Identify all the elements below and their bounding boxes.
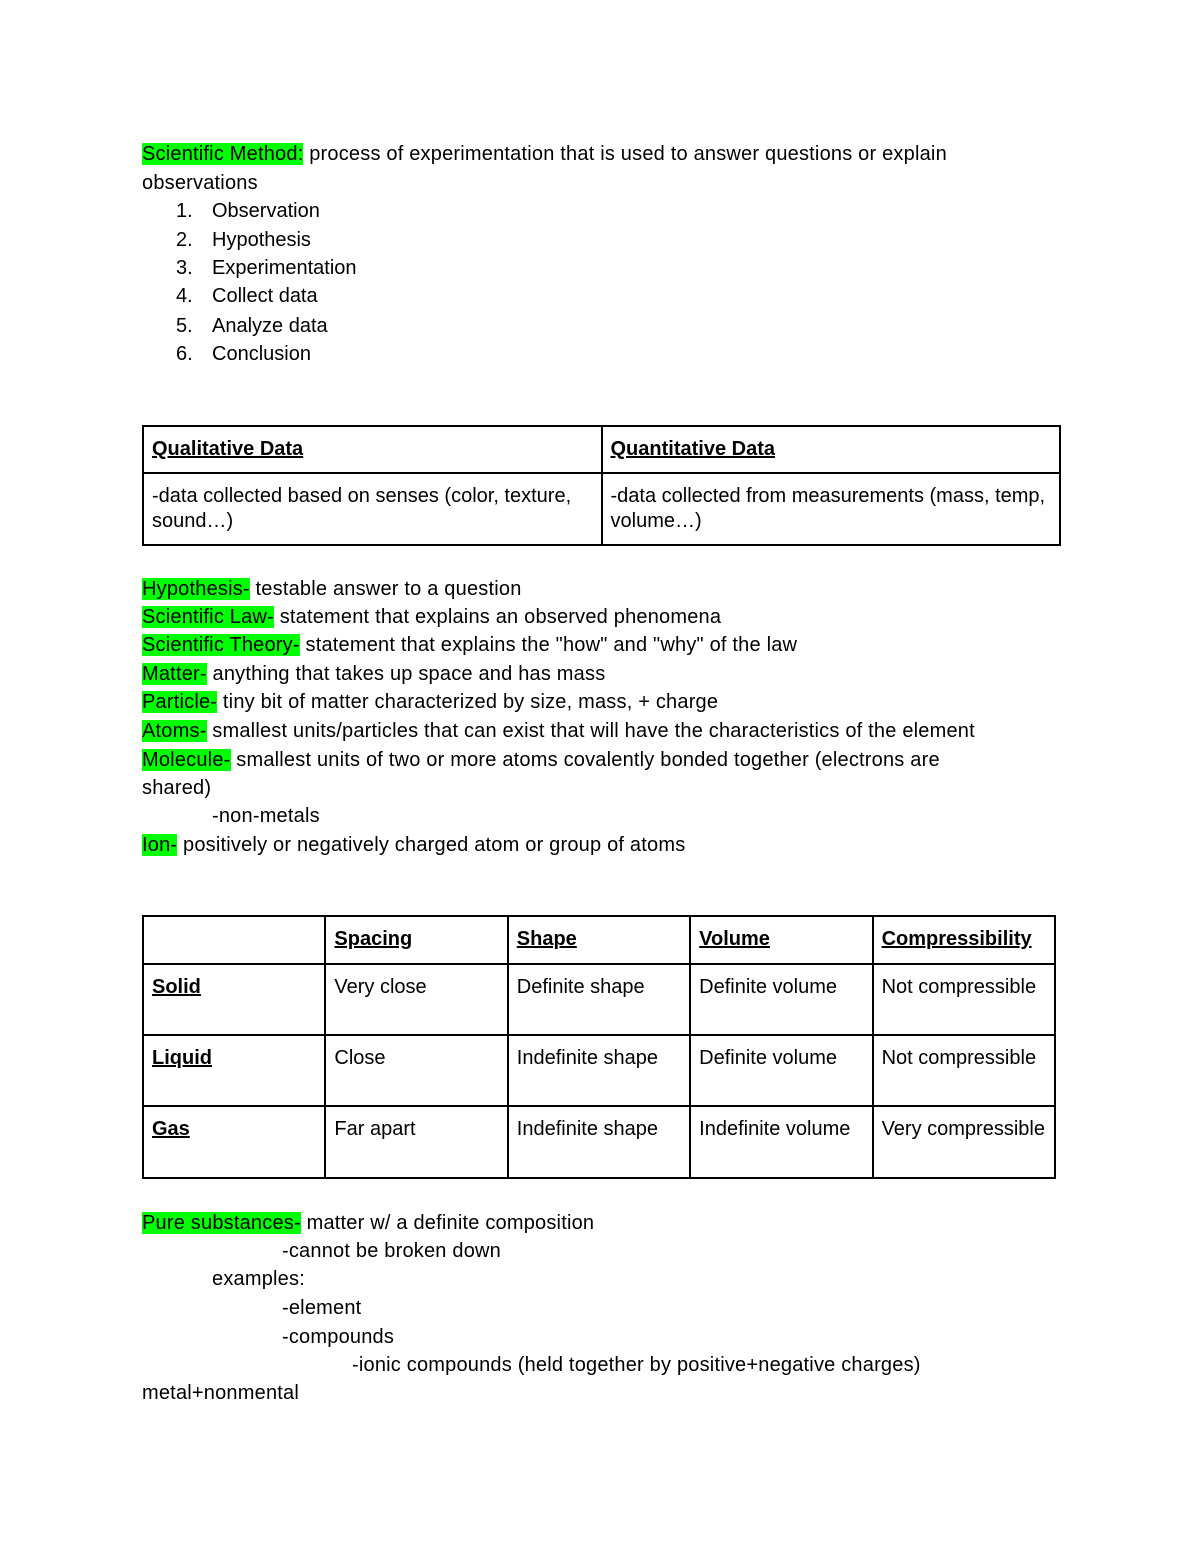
table-header-cell: Quantitative Data	[602, 426, 1061, 473]
list-item	[176, 255, 357, 281]
term-highlight: Particle-	[142, 691, 218, 713]
table-cell: Indefinite volume	[690, 1106, 872, 1178]
list-number: 4.	[176, 285, 193, 307]
table-cell: Indefinite shape	[508, 1106, 690, 1178]
definition-line	[142, 747, 940, 773]
list-label: Conclusion	[212, 343, 311, 365]
states-of-matter-table	[142, 915, 1056, 1179]
table-row	[143, 964, 1055, 1035]
list-item	[176, 198, 320, 224]
list-item	[176, 313, 328, 339]
table-cell: Not compressible	[873, 964, 1055, 1035]
definition-continuation: observations	[142, 172, 258, 194]
table-header-cell: Compressibility	[873, 916, 1055, 964]
table-row	[143, 1035, 1055, 1106]
table-row	[143, 473, 1060, 545]
list-label: Hypothesis	[212, 229, 311, 251]
table-cell: Very close	[325, 964, 507, 1035]
table-header-cell: Volume	[690, 916, 872, 964]
table-header-cell: Qualitative Data	[143, 426, 602, 473]
list-number: 1.	[176, 200, 193, 222]
definition-subnote: -non-metals	[212, 805, 320, 827]
list-item	[176, 341, 311, 367]
definition-line	[142, 718, 975, 744]
definition-line	[142, 1210, 594, 1236]
term-highlight: Scientific Theory-	[142, 634, 300, 656]
term-highlight: Atoms-	[142, 720, 207, 742]
table-header-cell	[143, 916, 325, 964]
list-number: 3.	[176, 257, 193, 279]
term-highlight: Molecule-	[142, 749, 231, 771]
table-cell: Definite volume	[690, 964, 872, 1035]
table-cell: Indefinite shape	[508, 1035, 690, 1106]
definition-line	[142, 661, 605, 687]
row-header-cell: Gas	[143, 1106, 325, 1178]
data-types-table	[142, 425, 1061, 546]
list-item	[176, 283, 318, 309]
row-header-cell: Liquid	[143, 1035, 325, 1106]
table-header-row	[143, 426, 1060, 473]
list-label: Experimentation	[212, 257, 357, 279]
scientific-method-line	[142, 141, 947, 167]
definition-text: statement that explains an observed phenomena	[273, 606, 722, 628]
note-line: metal+nonmental	[142, 1382, 299, 1404]
table-row	[143, 1106, 1055, 1178]
table-header-row	[143, 916, 1055, 964]
definition-continuation: shared)	[142, 777, 212, 799]
list-number: 5.	[176, 315, 193, 337]
definition-text: tiny bit of matter characterized by size, mass, + charge	[217, 691, 719, 713]
term-highlight: Pure substances-	[142, 1212, 301, 1234]
list-label: Analyze data	[212, 315, 328, 337]
row-header-cell: Solid	[143, 964, 325, 1035]
table-header-cell: Shape	[508, 916, 690, 964]
definition-text: positively or negatively charged atom or group of atoms	[177, 834, 686, 856]
definition-text: statement that explains the "how" and "why" of the law	[299, 634, 798, 656]
list-label: Collect data	[212, 285, 318, 307]
table-cell: Definite shape	[508, 964, 690, 1035]
list-number: 2.	[176, 229, 193, 251]
table-cell: Far apart	[325, 1106, 507, 1178]
term-highlight: Ion-	[142, 834, 178, 856]
list-item	[176, 227, 311, 253]
table-cell: Not compressible	[873, 1035, 1055, 1106]
table-cell: -data collected based on senses (color, texture, sound…)	[143, 473, 602, 545]
definition-line	[142, 632, 797, 658]
definition-text: smallest units of two or more atoms covalently bonded together (electrons are	[230, 749, 940, 771]
term-highlight: Scientific Law-	[142, 606, 274, 628]
note-line: -ionic compounds (held together by positive+negative charges)	[352, 1354, 921, 1376]
term-highlight: Hypothesis-	[142, 578, 250, 600]
note-line: -compounds	[282, 1326, 395, 1348]
definition-line	[142, 576, 522, 602]
definition-line	[142, 689, 718, 715]
table-header-cell: Spacing	[325, 916, 507, 964]
list-label: Observation	[212, 200, 320, 222]
definition-text: matter w/ a definite composition	[300, 1212, 595, 1234]
definition-text: anything that takes up space and has mass	[206, 663, 606, 685]
table-cell: Very compressible	[873, 1106, 1055, 1178]
table-cell: Close	[325, 1035, 507, 1106]
table-cell: Definite volume	[690, 1035, 872, 1106]
definition-text: process of experimentation that is used to answer questions or explain	[303, 143, 947, 165]
term-highlight: Scientific Method:	[142, 143, 304, 165]
table-cell: -data collected from measurements (mass, temp, volume…)	[602, 473, 1061, 545]
note-line: examples:	[212, 1268, 305, 1290]
note-line: -element	[282, 1297, 362, 1319]
definition-line	[142, 604, 721, 630]
note-line: -cannot be broken down	[282, 1240, 501, 1262]
list-number: 6.	[176, 343, 193, 365]
definition-line	[142, 832, 685, 858]
definition-text: smallest units/particles that can exist that will have the characteristics of the element	[206, 720, 975, 742]
term-highlight: Matter-	[142, 663, 207, 685]
definition-text: testable answer to a question	[249, 578, 522, 600]
